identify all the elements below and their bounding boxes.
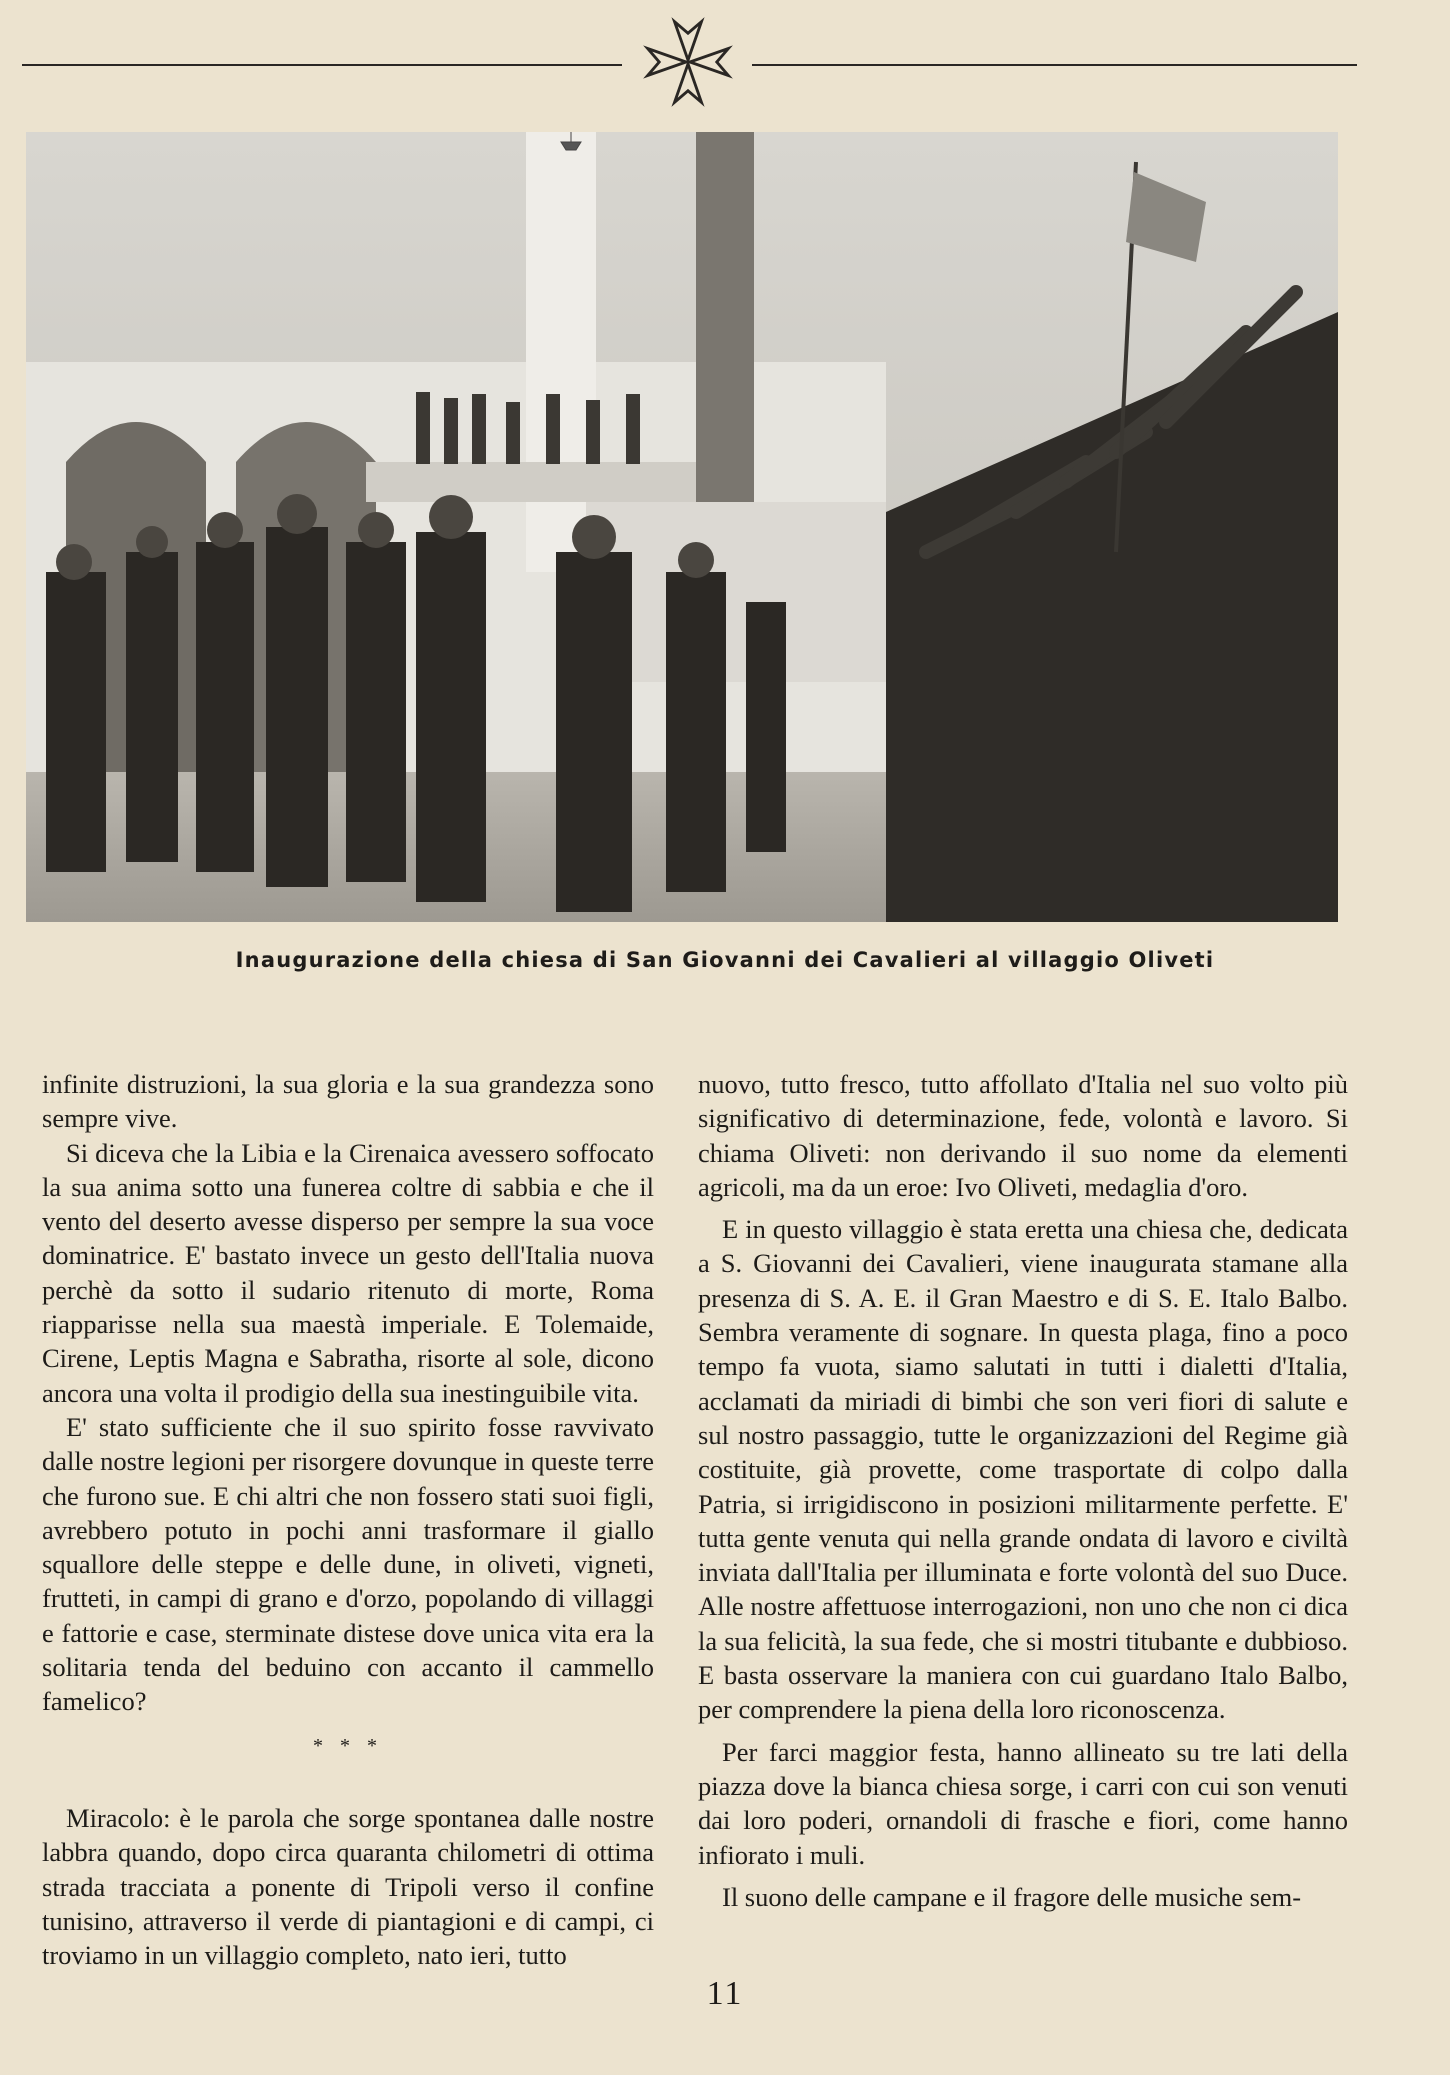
paragraph: E in questo villaggio è stata eretta una chiesa che, dedicata a S. Giovanni dei Cavalieri, viene inaugurata stamane alla presenza di S. A. E. il Gran Maestro e di S. E. Italo Balbo. Sembra veramente di sognare. In questa plaga, fino a poco tempo fa vuota, siamo salutati in tutti i dialetti d'Italia, acclamati da miriadi di bimbi che son veri fiori di salute e sul nostro passaggio, tutte le organizzazioni del Regime già costituite, già provette, come trasportate di colpo dalla Patria, si irrigidiscono in posizioni militarmente perfette. E' tutta gente venuta qui nella grande ondata di lavoro e civiltà inviata dall'Italia per illuminata e forte volontà del suo Duce. Alle nostre affettuose interrogazioni, non uno che non ci dica la sua felicità, la sua fede, che si mostri titubante e dubbioso. E basta osservare la maniera con cui guardano Italo Balbo, per comprendere la piena della loro riconoscenza.: [698, 1214, 1348, 1725]
header-rule-left: [22, 64, 622, 66]
paragraph: nuovo, tutto fresco, tutto affollato d'Italia nel suo volto più significativo di determinazione, fede, volontà e lavoro. Si chiama Oliveti: non derivando il suo nome da elementi agricoli, ma da un eroe: Ivo Oliveti, medaglia d'oro.: [698, 1069, 1348, 1202]
text-column-left: [42, 1067, 654, 1972]
photograph: [26, 132, 1338, 922]
photo-caption: Inaugurazione della chiesa di San Giovanni dei Cavalieri al villaggio Oliveti: [235, 948, 1215, 972]
text-column-right: [698, 1067, 1348, 1914]
paragraph: Si diceva che la Libia e la Cirenaica avessero soffocato la sua anima sotto una funerea coltre di sabbia e che il vento del deserto avesse disperso per sempre la sua voce dominatrice. E' bastato invece un gesto dell'Italia nuova perchè da sotto il sudario ritenuto di morte, Roma riapparisse nella sua maestà imperiale. E Tolemaide, Cirene, Leptis Magna e Sabratha, risorte al sole, dicono ancora una volta il prodigio della sua inestinguibile vita.: [42, 1137, 654, 1408]
paragraph: Per farci maggior festa, hanno allineato su tre lati della piazza dove la bianca chiesa sorge, i carri con cui son venuti dai loro poderi, ornandoli di frasche e fiori, come hanno infiorato i muli.: [698, 1736, 1348, 1870]
paragraph: Miracolo: è le parola che sorge spontanea dalle nostre labbra quando, dopo circa quaranta chilometri di ottima strada tracciata a ponente di Tripoli verso il confine tunisino, attraverso il verde di piantagioni e di campi, ci troviamo in un villaggio completo, nato ieri, tutto: [42, 1802, 654, 1971]
paragraph: E' stato sufficiente che il suo spirito fosse ravvivato dalle nostre legioni per risorgere dovunque in queste terre che furono sue. E chi altri che non fossero stati suoi figli, avrebbero potuto in pochi anni trasformare il giallo squallore delle steppe e delle dune, in oliveti, vigneti, frutteti, in campi di grano e d'orzo, popolando di villaggi e fattorie e case, sterminate distese dove unica vita era la solitaria tenda del beduino con accanto il cammello famelico?: [42, 1411, 654, 1717]
paragraph: infinite distruzioni, la sua gloria e la sua grandezza sono sempre vive.: [42, 1069, 654, 1134]
maltese-cross-icon: [640, 14, 736, 110]
page-number: 11: [706, 1975, 744, 2012]
section-separator: * * *: [313, 1734, 383, 1757]
paragraph: Il suono delle campane e il fragore delle musiche sem-: [722, 1881, 1302, 1912]
photograph-icon: [26, 132, 1338, 922]
header-rule-right: [752, 64, 1357, 66]
